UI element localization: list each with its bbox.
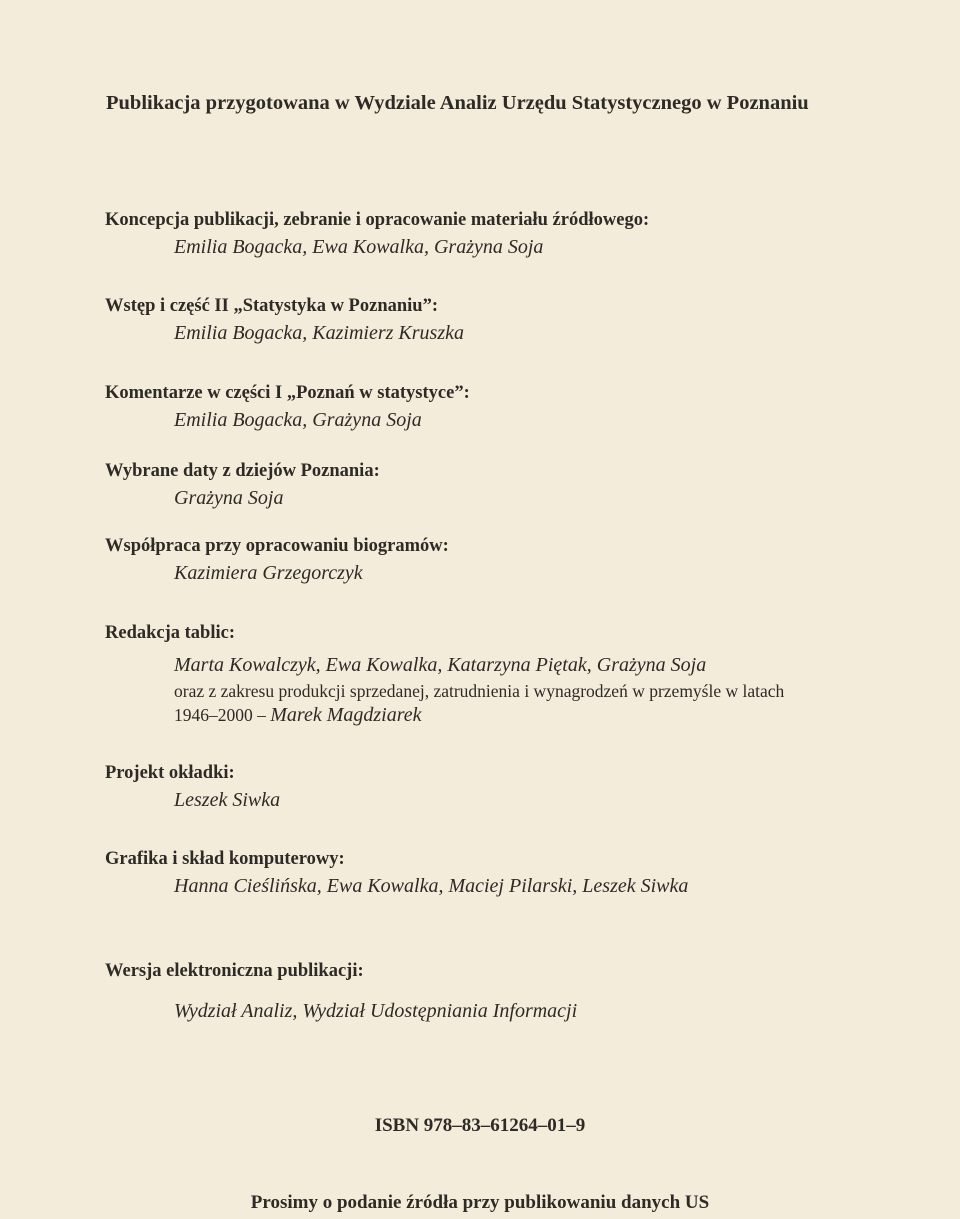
- isbn: ISBN 978–83–61264–01–9: [374, 1115, 586, 1136]
- footer-note: Prosimy o podanie źródła przy publikowaniu danych US: [250, 1192, 710, 1213]
- section-names-biogramy: Kazimiera Grzegorczyk: [174, 562, 363, 584]
- section-label-daty: Wybrane daty z dziejów Poznania:: [105, 461, 380, 481]
- section-label-koncepcja: Koncepcja publikacji, zebranie i opracowanie materiału źródłowego:: [105, 210, 650, 230]
- section-label-biogramy: Współpraca przy opracowaniu biogramów:: [105, 536, 449, 556]
- note-years: 1946–2000 –: [174, 705, 266, 725]
- page-title: Publikacja przygotowana w Wydziale Analiz Urzędu Statystycznego w Poznaniu: [106, 92, 809, 114]
- section-label-okladka: Projekt okładki:: [105, 763, 235, 783]
- section-note-redakcja: oraz z zakresu produkcji sprzedanej, zatrudnienia i wynagrodzeń w przemyśle w latach: [174, 681, 785, 701]
- section-names-redakcja: Marta Kowalczyk, Ewa Kowalka, Katarzyna Piętak, Grażyna Soja: [174, 654, 707, 676]
- section-names-wstep: Emilia Bogacka, Kazimierz Kruszka: [174, 322, 464, 344]
- section-names-grafika: Hanna Cieślińska, Ewa Kowalka, Maciej Pilarski, Leszek Siwka: [174, 875, 689, 897]
- section-names-koncepcja: Emilia Bogacka, Ewa Kowalka, Grażyna Soja: [174, 236, 544, 258]
- section-label-grafika: Grafika i skład komputerowy:: [105, 849, 345, 869]
- note-name: Marek Magdziarek: [270, 704, 422, 726]
- section-label-wersja: Wersja elektroniczna publikacji:: [105, 961, 364, 981]
- section-label-wstep: Wstęp i część II „Statystyka w Poznaniu”:: [105, 296, 438, 316]
- section-label-redakcja: Redakcja tablic:: [105, 623, 235, 643]
- section-names-komentarze: Emilia Bogacka, Grażyna Soja: [174, 409, 422, 431]
- section-names-wersja: Wydział Analiz, Wydział Udostępniania Informacji: [174, 1000, 578, 1022]
- section-note-redakcja-line2: [174, 704, 422, 727]
- section-names-daty: Grażyna Soja: [174, 487, 284, 509]
- section-label-komentarze: Komentarze w części I „Poznań w statystyce”:: [105, 383, 470, 403]
- section-names-okladka: Leszek Siwka: [174, 789, 281, 811]
